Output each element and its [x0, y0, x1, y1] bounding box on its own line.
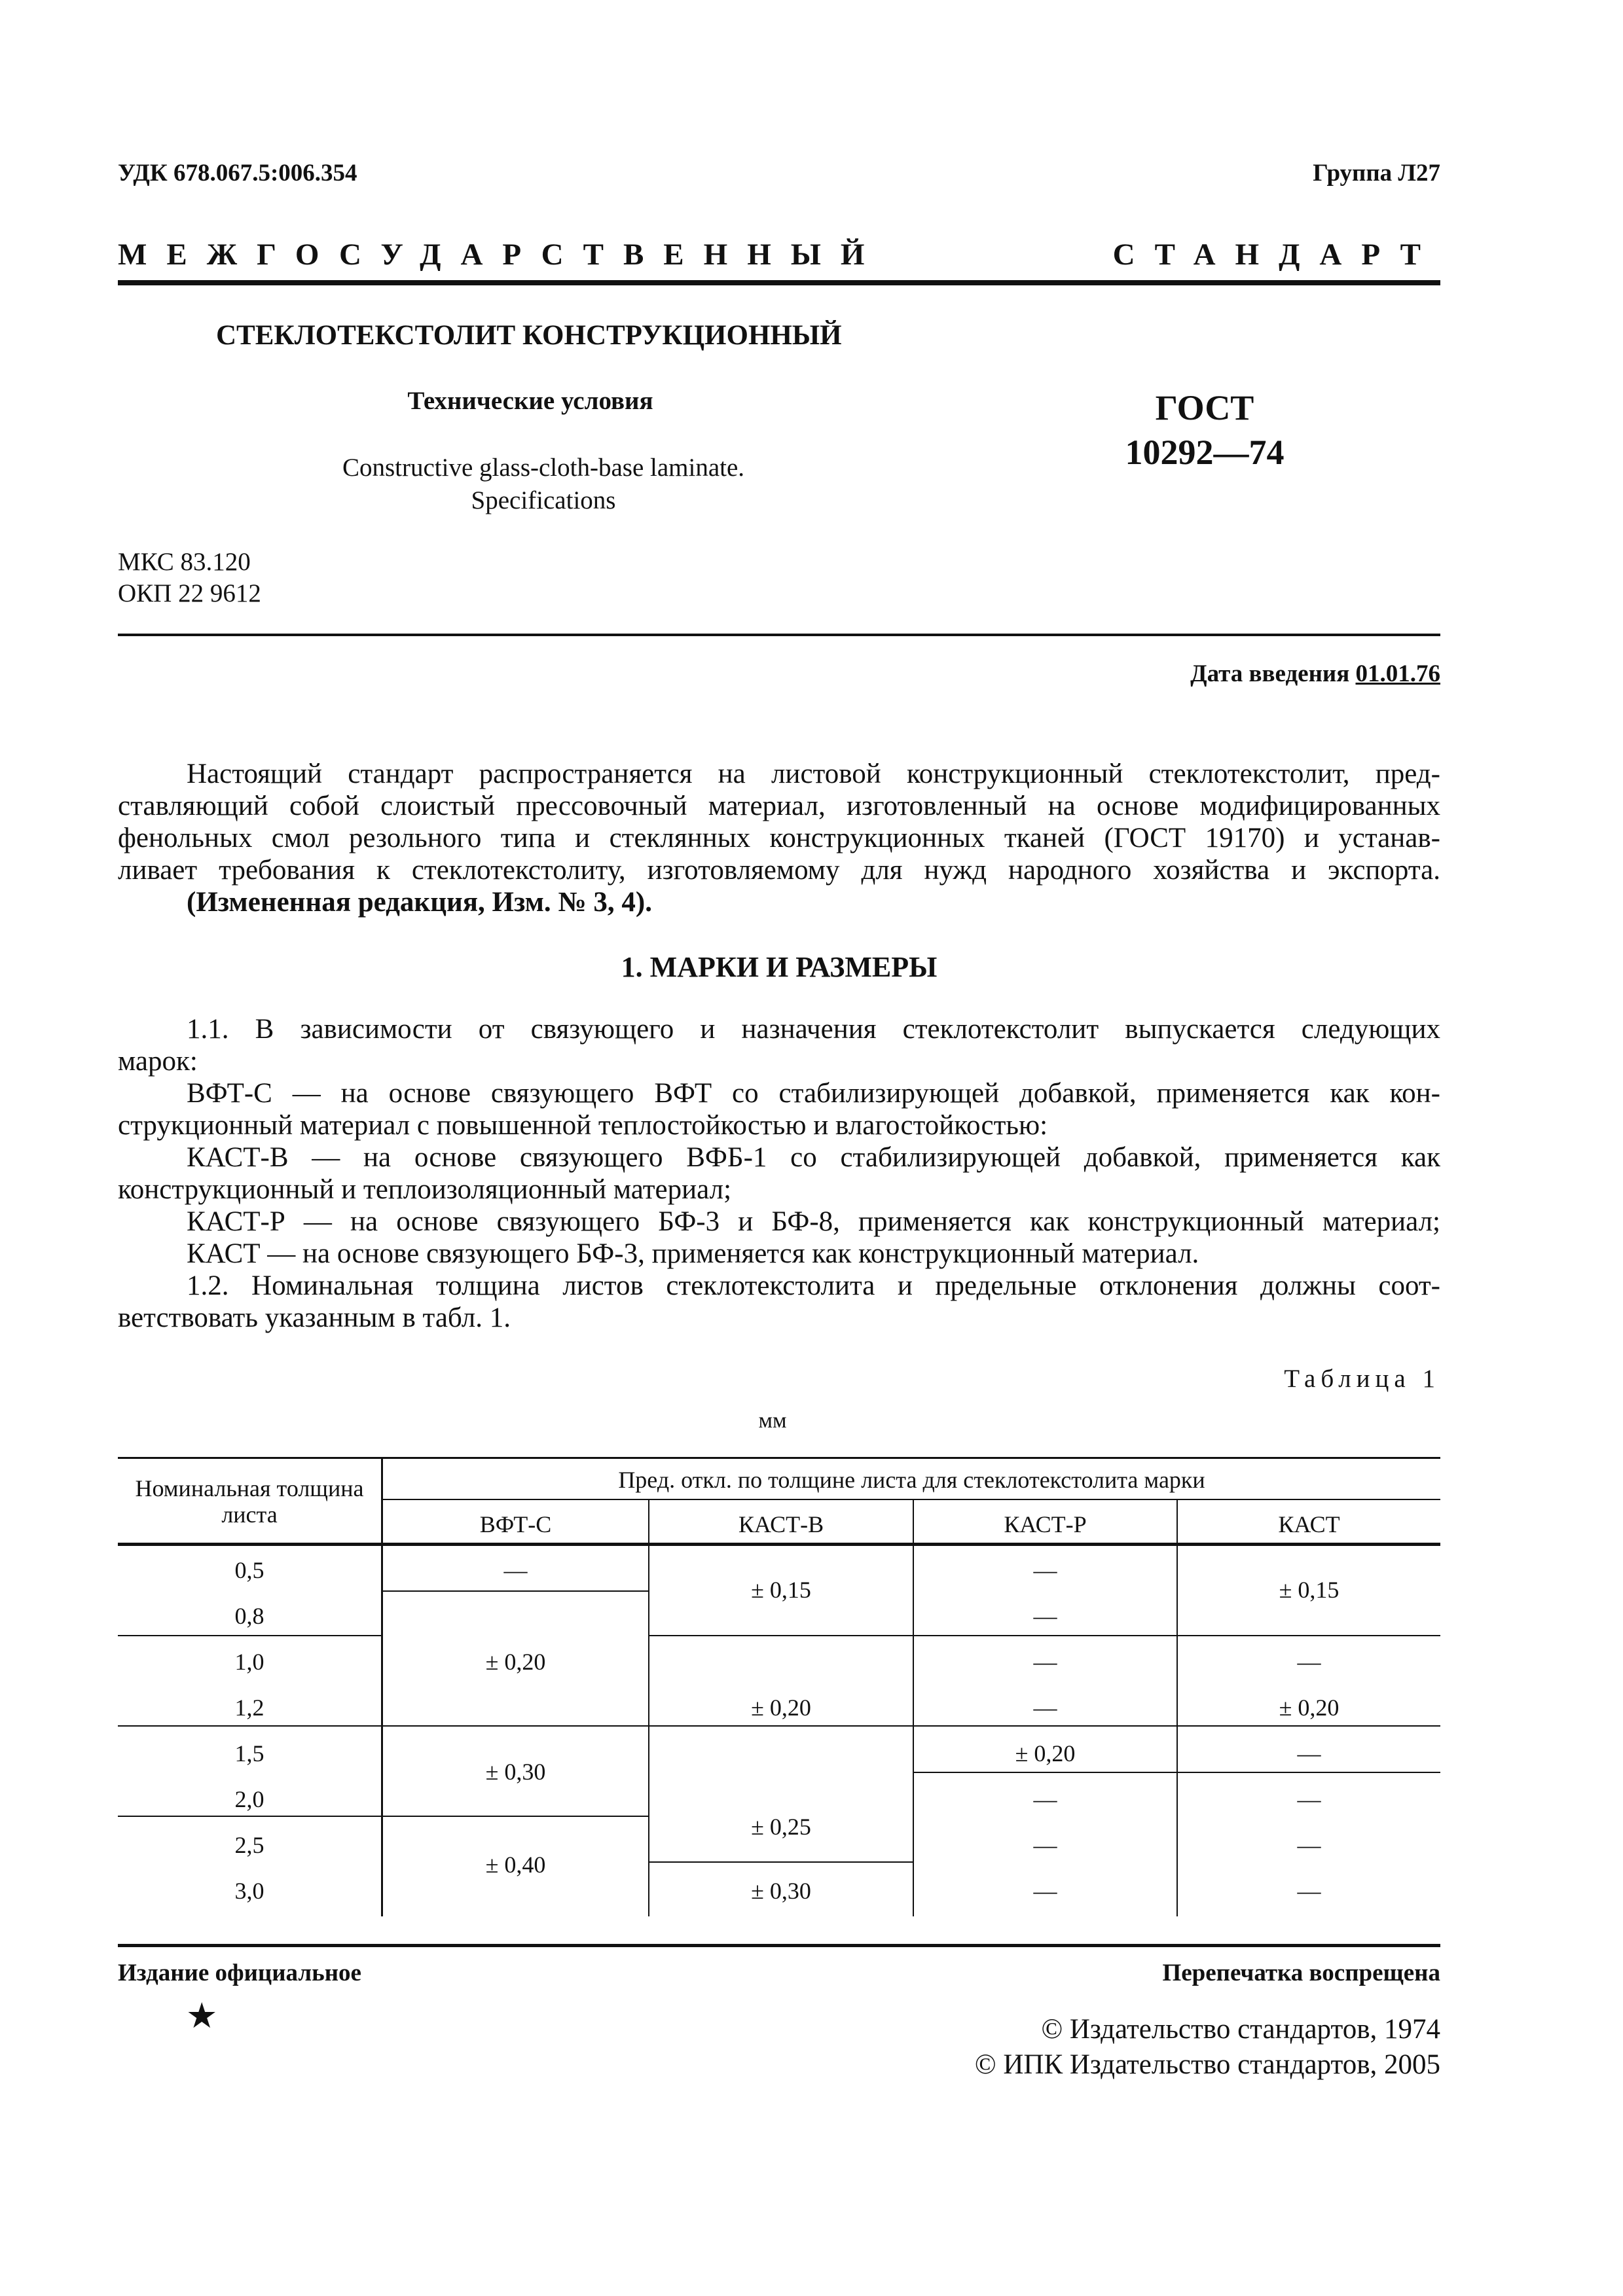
- clause-1-2: 1.2. Номинальная толщина листов стеклотекстолита и предельные отклонения должны соот-: [187, 1270, 1440, 1301]
- header-kastv: КАСТ-В: [738, 1511, 824, 1537]
- kast-cell: —: [1297, 1878, 1321, 1904]
- intro-paragraph: [118, 758, 1440, 918]
- clause-1-1: 1.1. В зависимости от связующего и назначения стеклотекстолит выпускается следующих: [187, 1014, 1440, 1045]
- intro-date-label: Дата введения: [1190, 660, 1350, 687]
- okp-code: ОКП 22 9612: [118, 579, 261, 607]
- section-heading: 1. МАРКИ И РАЗМЕРЫ: [621, 951, 938, 983]
- nominal-cell: 2,5: [234, 1832, 264, 1858]
- header-kastr: КАСТ-Р: [1004, 1511, 1087, 1537]
- kastr-cell: —: [1033, 1832, 1057, 1858]
- kastv-cell: ± 0,15: [751, 1577, 811, 1603]
- grade-kast: КАСТ — на основе связующего БФ-3, применяется как конструкционный материал.: [187, 1238, 1199, 1269]
- header-deviation-group: Пред. откл. по толщине листа для стеклотекстолита марки: [618, 1467, 1205, 1493]
- vfts-cell: —: [503, 1557, 528, 1583]
- kastr-cell: —: [1033, 1649, 1057, 1675]
- kastr-cell: —: [1033, 1695, 1057, 1721]
- document-subtitle: Технические условия: [407, 387, 653, 415]
- kastr-cell: —: [1033, 1786, 1057, 1812]
- header-nominal-thickness: Номинальная толщина листа: [135, 1475, 364, 1528]
- nominal-cell: 0,5: [234, 1557, 264, 1583]
- grade-kastv-cont: конструкционный и теплоизоляционный материал;: [118, 1174, 732, 1205]
- mks-code: МКС 83.120: [118, 548, 251, 576]
- vfts-cell: ± 0,20: [485, 1649, 546, 1675]
- kastv-cell: ± 0,20: [751, 1695, 811, 1721]
- official-edition: Издание официальное: [118, 1960, 361, 1986]
- english-title-line1: Constructive glass-cloth-base laminate.: [342, 454, 745, 482]
- kast-cell: —: [1297, 1649, 1321, 1675]
- kastr-cell: —: [1033, 1878, 1057, 1904]
- standard-type: МЕЖГОСУДАРСТВЕННЫЙ СТАНДАРТ: [118, 238, 1440, 272]
- nominal-cell: 1,5: [234, 1740, 264, 1767]
- intro-date: [1190, 660, 1440, 688]
- kastv-cell: ± 0,30: [751, 1878, 811, 1904]
- intro-line: Настоящий стандарт распространяется на листовой конструкционный стеклотекстолит, пред-: [187, 759, 1440, 789]
- gost-label: ГОСТ: [1155, 388, 1254, 427]
- clause-1-1-cont: марок:: [118, 1046, 198, 1077]
- clause-1-2-cont: ветствовать указанным в табл. 1.: [118, 1302, 511, 1333]
- section1-text: [118, 1013, 1440, 1334]
- thickness-table: [118, 1457, 1440, 1916]
- grade-kastr: КАСТ-Р — на основе связующего БФ-3 и БФ-8, применяется как конструкционный материал;: [187, 1206, 1440, 1237]
- amendment-note: (Измененная редакция, Изм. № 3, 4).: [187, 887, 652, 918]
- reprint-prohibited: Перепечатка воспрещена: [1162, 1960, 1440, 1986]
- footer-divider: [118, 1944, 1440, 1947]
- copyright-1974: © Издательство стандартов, 1974: [1041, 2014, 1440, 2045]
- english-title-line2: Specifications: [471, 486, 616, 514]
- grade-vfts: ВФТ-С — на основе связующего ВФТ со стабилизирующей добавкой, применяется как кон-: [187, 1078, 1440, 1109]
- vfts-cell: ± 0,30: [485, 1759, 546, 1785]
- udk-code: УДК 678.067.5:006.354: [118, 160, 357, 187]
- nominal-cell: 3,0: [234, 1878, 264, 1904]
- title-divider: [118, 634, 1440, 636]
- kast-cell: ± 0,15: [1279, 1577, 1340, 1603]
- kastr-cell: —: [1033, 1603, 1057, 1629]
- intro-line: ставляющий собой слоистый прессовочный материал, изготовленный на основе модифицированных: [118, 791, 1440, 821]
- header-divider: [118, 280, 1440, 285]
- intro-line: ливает требования к стеклотекстолиту, изготовляемому для нужд народного хозяйства и экспорта.: [118, 855, 1440, 886]
- table-caption: Таблица 1: [1284, 1365, 1440, 1393]
- gost-number: 10292—74: [1125, 433, 1285, 472]
- kast-cell: —: [1297, 1740, 1321, 1767]
- star-icon: ★: [186, 1996, 218, 2036]
- kastv-cell: ± 0,25: [751, 1814, 811, 1840]
- kast-cell: —: [1297, 1832, 1321, 1858]
- kastr-cell: ± 0,20: [1015, 1740, 1076, 1767]
- kastr-cell: —: [1033, 1557, 1057, 1583]
- document-title: СТЕКЛОТЕКСТОЛИТ КОНСТРУКЦИОННЫЙ: [216, 320, 842, 351]
- header-vfts: ВФТ-С: [479, 1511, 552, 1537]
- header-kast: КАСТ: [1278, 1511, 1340, 1537]
- kast-cell: —: [1297, 1786, 1321, 1812]
- grade-kastv: КАСТ-В — на основе связующего ВФБ-1 со стабилизирующей добавкой, применяется как: [187, 1142, 1440, 1173]
- kast-cell: ± 0,20: [1279, 1695, 1340, 1721]
- nominal-cell: 2,0: [234, 1786, 264, 1812]
- grade-vfts-cont: струкционный материал с повышенной теплостойкостью и влагостойкостью:: [118, 1110, 1048, 1141]
- nominal-cell: 1,0: [234, 1649, 264, 1675]
- vfts-cell: ± 0,40: [485, 1852, 546, 1878]
- group-code: Группа Л27: [1313, 160, 1440, 187]
- nominal-cell: 1,2: [234, 1695, 264, 1721]
- table-units: мм: [758, 1408, 787, 1433]
- nominal-cell: 0,8: [234, 1603, 264, 1629]
- intro-date-value: 01.01.76: [1355, 660, 1440, 687]
- copyright-2005: © ИПК Издательство стандартов, 2005: [974, 2049, 1440, 2080]
- intro-line: фенольных смол резольного типа и стеклянных конструкционных тканей (ГОСТ 19170) и устанав-: [118, 823, 1440, 853]
